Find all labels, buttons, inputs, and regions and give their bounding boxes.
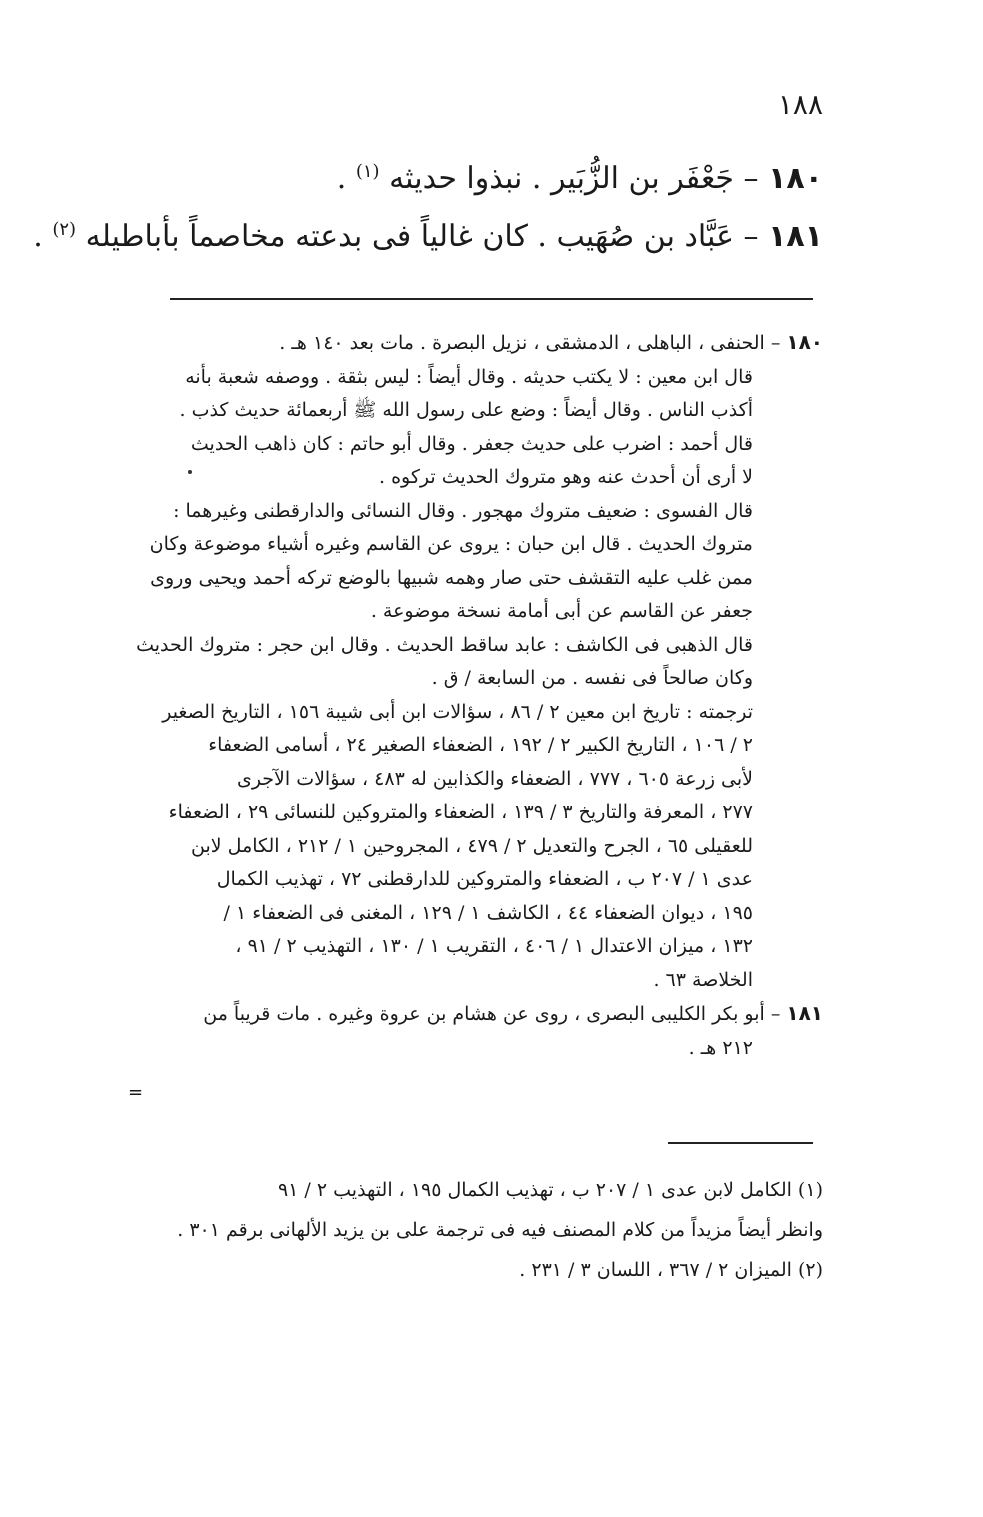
note-number: ١٨١ <box>786 1001 823 1025</box>
entry-text: – عَبَّاد بن صُهَيب . كان غالياً فى بدعته مخاصماً بأباطيله <box>76 219 769 254</box>
note-line: ١٩٥ ، ديوان الضعفاء ٤٤ ، الكاشف ١ / ١٢٩ ، المغنى فى الضعفاء ١ / <box>223 901 753 924</box>
divider-top <box>170 298 813 300</box>
note-line: للعقيلى ٦٥ ، الجرح والتعديل ٢ / ٤٧٩ ، المجروحين ١ / ٢١٢ ، الكامل لابن <box>191 834 753 857</box>
note-181-head <box>123 997 823 1032</box>
entry-number: ١٨٠ <box>768 161 823 196</box>
main-entries <box>33 150 823 266</box>
note-line: ممن غلب عليه التقشف حتى صار وهمه شبيها بالوضع تركه أحمد ويحيى وروى <box>150 566 753 589</box>
note-line: أكذب الناس . وقال أيضاً : وضع على رسول الله ﷺ أربعمائة حديث كذب . <box>179 399 753 421</box>
note-head-text: – أبو بكر الكليبى البصرى ، روى عن هشام بن عروة وغيره . مات قريباً من <box>203 1003 787 1025</box>
entry-tail: . <box>33 219 53 254</box>
note-line: قال الذهبى فى الكاشف : عابد ساقط الحديث . وقال ابن حجر : متروك الحديث <box>136 633 753 656</box>
note-line: قال أحمد : اضرب على حديث جعفر . وقال أبو حاتم : كان ذاهب الحديث <box>190 432 753 455</box>
footnote-2: (٢) الميزان ٢ / ٣٦٧ ، اللسان ٣ / ٢٣١ . <box>519 1259 823 1281</box>
note-line: قال ابن معين : لا يكتب حديثه . وقال أيضاً : ليس بثقة . ووصفه شعبة بأنه <box>185 365 753 388</box>
note-line: متروك الحديث . قال ابن حبان : يروى عن القاسم وغيره أشياء موضوعة وكان <box>149 533 753 555</box>
footnote-1-continued: وانظر أيضاً مزيداً من كلام المصنف فيه فى ترجمة على بن يزيد الألهانى برقم ٣٠١ . <box>177 1219 823 1241</box>
note-line: الخلاصة ٦٣ . <box>653 968 753 991</box>
note-line: لا أرى أن أحدث عنه وهو متروك الحديث تركوه . <box>378 466 753 488</box>
entry-180 <box>123 150 823 208</box>
note-line: ١٣٢ ، ميزان الاعتدال ١ / ٤٠٦ ، التقريب ١ / ١٣٠ ، التهذيب ٢ / ٩١ ، <box>235 935 753 957</box>
note-line: جعفر عن القاسم عن أبى أمامة نسخة موضوعة . <box>370 600 753 622</box>
note-line: لأبى زرعة ٦٠٥ ، ٧٧٧ ، الضعفاء والكذابين له ٤٨٣ ، سؤالات الآجرى <box>236 767 753 790</box>
note-180-head <box>123 326 823 361</box>
note-line: ٢ / ١٠٦ ، التاريخ الكبير ٢ / ١٩٢ ، الضعفاء الصغير ٢٤ ، أسامى الضعفاء <box>208 734 753 756</box>
margin-mark: = <box>128 1082 144 1103</box>
footnote-ref: (٢) <box>52 219 77 240</box>
note-number: ١٨٠ <box>786 330 823 354</box>
note-line: عدى ١ / ٢٠٧ ب ، الضعفاء والمتروكين للدارقطنى ٧٢ ، تهذيب الكمال <box>216 868 753 890</box>
note-line: ترجمته : تاريخ ابن معين ٢ / ٨٦ ، سؤالات ابن أبى شيبة ١٥٦ ، التاريخ الصغير <box>162 700 753 723</box>
biography-notes <box>123 326 823 1065</box>
note-line: ٢١٢ هـ . <box>688 1036 753 1059</box>
entry-tail: . <box>336 161 356 196</box>
footnote-1: (١) الكامل لابن عدى ١ / ٢٠٧ ب ، تهذيب الكمال ١٩٥ ، التهذيب ٢ / ٩١ <box>277 1179 823 1201</box>
note-line: ٢٧٧ ، المعرفة والتاريخ ٣ / ١٣٩ ، الضعفاء والمتروكين للنسائى ٢٩ ، الضعفاء <box>168 801 753 823</box>
note-line: وكان صالحاً فى نفسه . من السابعة / ق . <box>431 667 753 689</box>
note-head-text: – الحنفى ، الباهلى ، الدمشقى ، نزيل البصرة . مات بعد ١٤٠ هـ . <box>279 332 787 354</box>
entry-number: ١٨١ <box>768 219 823 254</box>
note-line: قال الفسوى : ضعيف متروك مهجور . وقال النسائى والدارقطنى وغيرهما : <box>173 499 753 522</box>
divider-footnotes <box>668 1142 813 1144</box>
entry-text: – جَعْفَر بن الزُّبَير . نبذوا حديثه <box>379 161 769 196</box>
footnote-ref: (١) <box>355 161 380 182</box>
page-number: ١٨٨ <box>777 88 823 121</box>
entry-181 <box>33 208 823 266</box>
footnotes <box>123 1170 823 1290</box>
margin-dot <box>188 470 192 474</box>
